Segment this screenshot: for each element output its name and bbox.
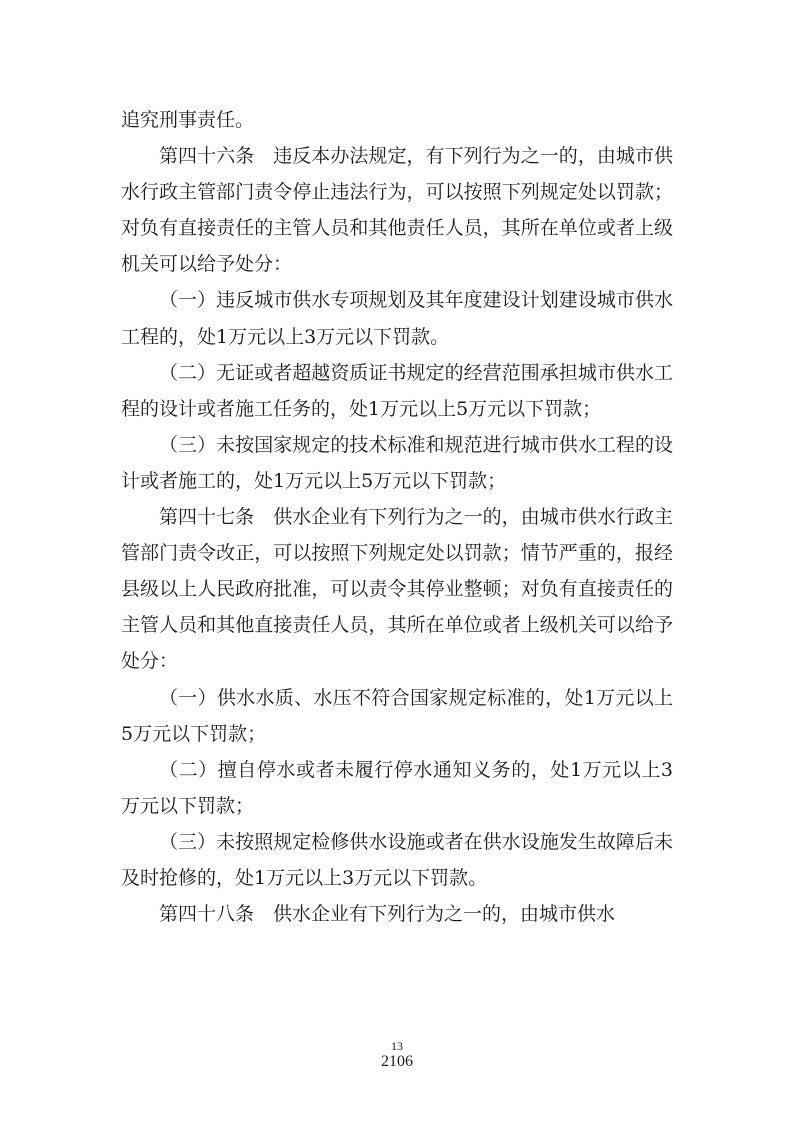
article-47-heading-paragraph: 第四十七条 供水企业有下列行为之一的，由城市供水行政主管部门责令改正，可以按照下列规定处以罚款；情节严重的，报经县级以上人民政府批准，可以责令其停业整顿；对负有直接责任的主管人员和其他直接责任人员，其所在单位或者上级机关可以给予处分： xyxy=(121,506,673,673)
paragraph-continuation: 追究刑事责任。 xyxy=(121,109,255,131)
article-47-item-3: （三）未按照规定检修供水设施或者在供水设施发生故障后未及时抢修的，处1万元以上3万元以下罚款。 xyxy=(121,830,673,889)
article-46-heading-paragraph: 第四十六条 违反本办法规定，有下列行为之一的，由城市供水行政主管部门责令停止违法行为，可以按照下列规定处以罚款；对负有直接责任的主管人员和其他责任人员，其所在单位或者上级机关可以给予处分： xyxy=(121,145,673,276)
page-number: 13 xyxy=(391,1039,403,1053)
document-body xyxy=(121,102,673,932)
article-46-item-2: （二）无证或者超越资质证书规定的经营范围承担城市供水工程的设计或者施工任务的，处1万元以上5万元以下罚款； xyxy=(121,361,673,420)
article-47-item-2: （二）擅自停水或者未履行停水通知义务的，处1万元以上3万元以下罚款； xyxy=(121,758,673,817)
article-47-item-1: （一）供水水质、水压不符合国家规定标准的，处1万元以上5万元以下罚款； xyxy=(121,686,673,745)
article-46-item-3: （三）未按国家规定的技术标准和规范进行城市供水工程的设计或者施工的，处1万元以上5万元以下罚款； xyxy=(121,433,673,492)
sequence-number: 2106 xyxy=(381,1053,413,1070)
article-48-heading-paragraph: 第四十八条 供水企业有下列行为之一的，由城市供水 xyxy=(159,903,616,926)
article-46-item-1: （一）违反城市供水专项规划及其年度建设计划建设城市供水工程的，处1万元以上3万元以下罚款。 xyxy=(121,289,673,348)
